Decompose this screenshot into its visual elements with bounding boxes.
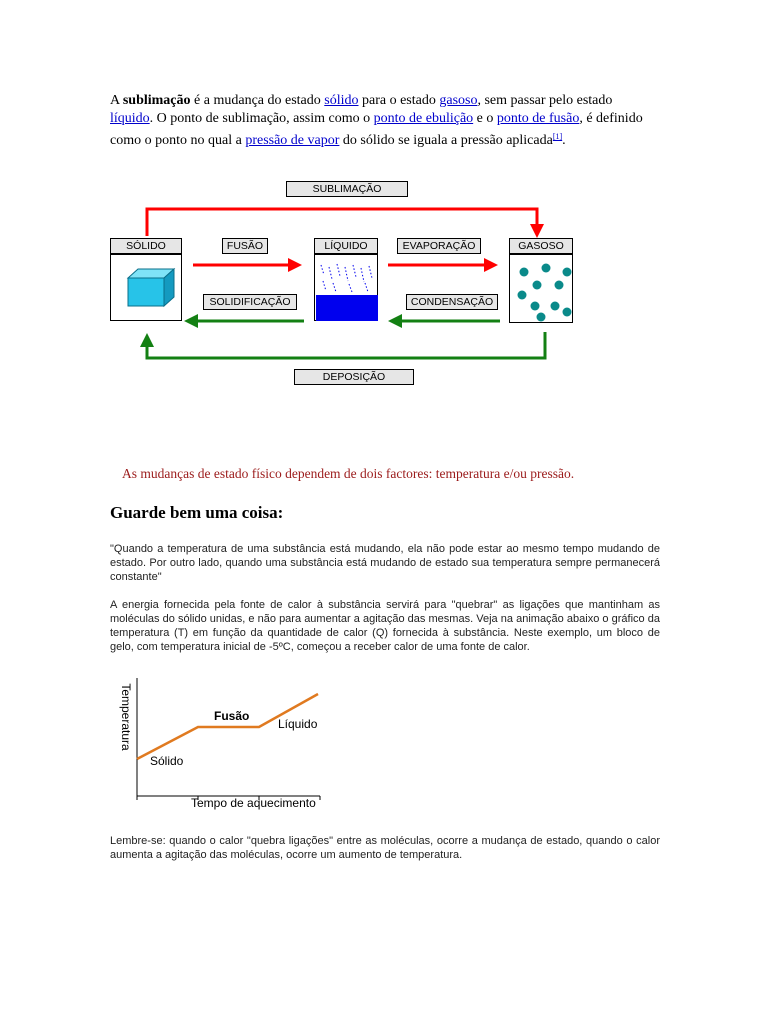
heating-curve-graph bbox=[110, 670, 330, 815]
remember-paragraph: Lembre-se: quando o calor "quebra ligações" entre as moléculas, ocorre a mudança de estado, quando o calor aumenta a agitação das moléculas, ocorre um aumento de temperatura. bbox=[110, 835, 660, 861]
link-gasoso[interactable]: gasoso bbox=[439, 93, 478, 108]
intro-text: do sólido se iguala a pressão aplicada bbox=[339, 133, 553, 148]
label-solidificacao: SOLIDIFICAÇÃO bbox=[203, 294, 297, 310]
diagram-arrows bbox=[0, 0, 768, 400]
intro-text: é a mudança do estado bbox=[190, 93, 325, 108]
link-solido[interactable]: sólido bbox=[324, 93, 359, 108]
intro-text: , sem passar pelo estado bbox=[477, 93, 613, 108]
section-heading: Guarde bem uma coisa: bbox=[110, 503, 284, 522]
label-evaporacao: EVAPORAÇÃO bbox=[397, 238, 481, 254]
graph-liquido-label: Líquido bbox=[278, 717, 318, 731]
graph-solido-label: Sólido bbox=[150, 754, 184, 768]
label-solido: SÓLIDO bbox=[110, 238, 182, 254]
label-condensacao: CONDENSAÇÃO bbox=[406, 294, 498, 310]
water-icon bbox=[315, 255, 379, 322]
deposition-arrow-head bbox=[140, 333, 154, 347]
factors-note: As mudanças de estado físico dependem de dois factores: temperatura e/ou pressão. bbox=[122, 466, 575, 481]
intro-text: . O ponto de sublimação, assim como o bbox=[149, 111, 374, 126]
ice-cube-icon bbox=[111, 255, 183, 322]
heating-curve-plot bbox=[110, 670, 330, 815]
intro-text: A bbox=[110, 93, 123, 108]
intro-text: para o estado bbox=[358, 93, 440, 108]
solidification-arrow-head bbox=[184, 314, 198, 328]
label-gasoso: GASOSO bbox=[509, 238, 573, 254]
link-liquido[interactable]: líquido bbox=[110, 111, 150, 126]
intro-bold-term: sublimação bbox=[122, 93, 191, 108]
link-ponto-de-ebulicao[interactable]: ponto de ebulição bbox=[373, 111, 474, 126]
quote-paragraph: "Quando a temperatura de uma substância está mudando, ela não pode estar ao mesmo tempo mudando de estado. Por outro lado, quando uma substância está mudando de estado sua temperatura sempre permanecerá constante" bbox=[110, 543, 660, 583]
label-deposicao: DEPOSIÇÃO bbox=[294, 369, 414, 385]
intro-text: , é definido como o ponto no qual a bbox=[110, 111, 643, 148]
solid-state-box bbox=[110, 254, 182, 321]
gas-state-box bbox=[509, 254, 573, 323]
link-ponto-de-fusao[interactable]: ponto de fusão bbox=[496, 111, 580, 126]
label-fusao: FUSÃO bbox=[222, 238, 268, 254]
label-sublimacao: SUBLIMAÇÃO bbox=[286, 181, 408, 197]
state-change-diagram bbox=[0, 0, 768, 400]
sublimation-arrow bbox=[147, 209, 537, 236]
link-pressao-de-vapor[interactable]: pressão de vapor bbox=[245, 133, 340, 148]
liquid-state-box bbox=[314, 254, 378, 321]
sublimation-arrow-head bbox=[530, 224, 544, 238]
graph-fusao-label: Fusão bbox=[214, 709, 250, 723]
evaporation-arrow-head bbox=[484, 258, 498, 272]
reference-link[interactable]: [1] bbox=[552, 132, 563, 141]
graph-y-label: Temperatura bbox=[119, 683, 133, 751]
label-liquido: LÍQUIDO bbox=[314, 238, 378, 254]
energy-paragraph: A energia fornecida pela fonte de calor à substância servirá para "quebrar" as ligações que mantinham as moléculas do sólido unidas, e não para aumentar a agitação das mesmas. Veja na animação abaixo o gráfico da temperatura (T) em função da quantidade de calor (Q) fornecida à substância. Neste exemplo, um bloco de gelo, com temperatura inicial de -5ºC, começou a receber calor de uma fonte de calor. bbox=[110, 599, 660, 653]
deposition-arrow bbox=[147, 332, 545, 358]
fusion-arrow-head bbox=[288, 258, 302, 272]
gas-particles-icon bbox=[510, 255, 574, 324]
condensation-arrow-head bbox=[388, 314, 402, 328]
intro-text: . bbox=[562, 133, 566, 148]
graph-x-label: Tempo de aquecimento bbox=[191, 796, 316, 810]
intro-text: e o bbox=[473, 111, 497, 126]
